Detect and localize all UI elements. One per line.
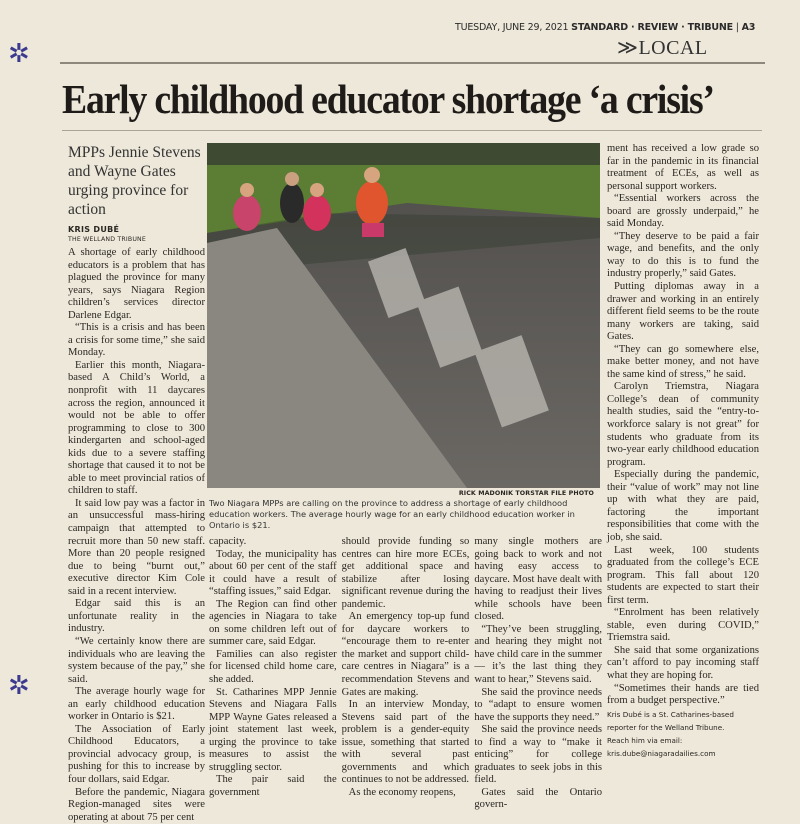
column-5-paragraphs <box>607 143 759 708</box>
article-paragraph: Edgar said this is an unfortunate reality in the industry. <box>68 598 205 635</box>
article-column-2 <box>209 536 337 812</box>
article-photo <box>207 143 600 488</box>
article-paragraph: Earlier this month, Niagara-based A Child’s World, a nonprofit with 11 daycares across the region, announced it would not be able to offer programming to close to 300 kindergarten and school-aged kids due to a severe staffing shortage that caused it to not be able to meet provincial ratios of children to staff. <box>68 359 205 497</box>
article-paragraph: many single mothers are going back to work and not having easy access to daycare. Most have dealt with having to readjust their lives while schools have been closed. <box>474 536 603 623</box>
headline: Early childhood educator shortage ‘a crisis’ <box>62 76 714 122</box>
article-paragraph: ment has received a low grade so far in the pandemic in its financial treatment of ECEs, as well as personal support workers. <box>607 143 759 192</box>
article-paragraph: Families can also register for licensed child home care, she added. <box>209 648 337 686</box>
page-folio: TUESDAY, JUNE 29, 2021 STANDARD · REVIEW · TRIBUNE | A3 <box>455 22 756 33</box>
handwritten-star-mark: ✲ <box>8 39 30 68</box>
folio-page: A3 <box>741 22 756 33</box>
article-paragraph: “They can go somewhere else, make better money, and not have the same kind of stress,” he said. <box>607 343 759 380</box>
article-paragraph: It said low pay was a factor in an unsuccessful mass-hiring campaign that attempted to recruit more than 50 new staff. More than 20 people resigned due to being “burnt out,” executive director Kim Cole said in a recent interview. <box>68 497 205 597</box>
folio-date: TUESDAY, JUNE 29, 2021 <box>455 22 569 33</box>
article-paragraph: In an interview Monday, Stevens said part of the problem is a gender-equity issue, something that started with several past governments and which continues to not be addressed. <box>341 699 470 786</box>
deck: MPPs Jennie Stevens and Wayne Gates urging province for action <box>68 144 201 218</box>
author-email-link[interactable]: kris.dube@niagaradailies.com <box>607 748 716 758</box>
article-paragraph: Especially during the pandemic, their “value of work” may not line up with what they are paid, factoring the important responsibilities that come with the job, she said. <box>607 469 759 543</box>
tagline-line: reporter for the Welland Tribune. <box>607 722 725 732</box>
article-paragraph: The Region can find other agencies in Niagara to take on some children left out of summer care, said Edgar. <box>209 598 337 648</box>
article-paragraph: St. Catharines MPP Jennie Stevens and Niagara Falls MPP Wayne Gates released a joint statement last week, urging the province to take measures to assist the struggling sector. <box>209 686 337 773</box>
lower-columns <box>207 536 602 812</box>
photo-illustration <box>207 143 600 488</box>
article-paragraph: Putting diplomas away in a drawer and working in an entirely different field seems to be the route many workers are taking, said Gates. <box>607 281 759 343</box>
article-paragraph: capacity. <box>209 536 247 547</box>
article-column-1 <box>68 247 205 824</box>
article-paragraph: She said that some organizations can’t afford to pay incoming staff what they are hoping for. <box>607 644 759 681</box>
article-paragraph: She said the province needs to “adapt to ensure women have the supports they need.” <box>474 686 603 723</box>
article-paragraph: As the economy reopens, <box>348 786 456 798</box>
article-column-3 <box>342 536 470 812</box>
article-paragraph: “They deserve to be paid a fair wage, and benefits, and the only way to do this is to fund the industry properly,” said Gates. <box>607 230 759 280</box>
handwritten-star-mark: ✲ <box>8 671 30 700</box>
article-paragraph: should provide funding so centres can hire more ECEs, get additional space and stabilize after losing significant revenue during the pandemic. <box>341 536 470 610</box>
article-paragraph: The pair said the government <box>209 774 337 798</box>
child-figure <box>233 195 261 231</box>
tagline-line: Kris Dubé is a St. Catharines-based <box>607 709 734 719</box>
article-paragraph: “We certainly know there are individuals who are leaving the system because of the pay,” she said. <box>68 635 205 685</box>
section-label: ≫LOCAL <box>617 37 708 59</box>
article-paragraph: “Sometimes their hands are tied from a budget perspective.” <box>607 682 759 707</box>
article-paragraph: Before the pandemic, Niagara Region-managed sites were operating at about 75 per cent <box>68 786 205 823</box>
top-rule <box>60 62 765 64</box>
article-paragraph: Gates said the Ontario govern- <box>474 786 603 811</box>
photo-credit: RICK MADONIK TORSTAR FILE PHOTO <box>458 490 594 497</box>
article-paragraph: “Essential workers across the board are grossly underpaid,” he said Monday. <box>607 193 759 230</box>
article-paragraph: The average hourly wage for an early childhood education worker in Ontario is $21. <box>68 686 205 723</box>
article-paragraph: The Association of Early Childhood Educators, a provincial advocacy group, is pushing for this to increase by four dollars, said Edgar. <box>68 723 205 785</box>
article-paragraph: “They’ve been struggling, and hearing they might not have child care in the summer — it’s the last thing they want to hear,” Stevens said. <box>474 623 603 686</box>
author-tagline <box>607 708 759 760</box>
article-paragraph: Last week, 100 students graduated from the college’s ECE program. This fall about 120 students are expected to start their first term. <box>607 544 759 606</box>
byline-author: KRIS DUBÉ <box>68 225 120 234</box>
article-column-4 <box>474 536 602 812</box>
article-paragraph: “This is a crisis and has been a crisis for some time,” she said Monday. <box>68 322 205 359</box>
folio-paper: STANDARD · REVIEW · TRIBUNE <box>571 22 733 33</box>
article-paragraph: “Enrolment has been relatively stable, even during COVID,” Triemstra said. <box>607 607 759 644</box>
article-paragraph: Today, the municipality has about 60 per cent of the staff it could have a result of “staffing issues,” said Edgar. <box>209 548 337 598</box>
left-column <box>68 143 205 824</box>
tagline-line: Reach him via email: <box>607 735 683 745</box>
middle-section <box>207 143 602 812</box>
headline-rule <box>62 130 762 131</box>
photo-caption: Two Niagara MPPs are calling on the province to address a shortage of early childhood education workers. The average hourly wage for an early childhood education worker in Ontario is $21. <box>209 498 575 530</box>
byline-organization: THE WELLAND TRIBUNE <box>68 236 146 243</box>
article-paragraph: She said the province needs to find a way to “make it enticing” for college graduates to seek jobs in this field. <box>474 724 603 786</box>
article-column-5 <box>607 143 759 760</box>
article-paragraph: Carolyn Triemstra, Niagara College’s dean of community health studies, said the “entry-to-workforce salary is not great” for students who graduate from its two-year early childhood education program. <box>607 381 759 468</box>
article-paragraph: A shortage of early childhood educators is a problem that has plagued the province for many years, says Niagara Region children’s services director Darlene Edgar. <box>68 247 205 321</box>
article-paragraph: An emergency top-up fund for daycare workers to “encourage them to re-enter the market and support child-care centres in Niagara” is a recommendation Stevens and Gates are making. <box>341 611 470 698</box>
